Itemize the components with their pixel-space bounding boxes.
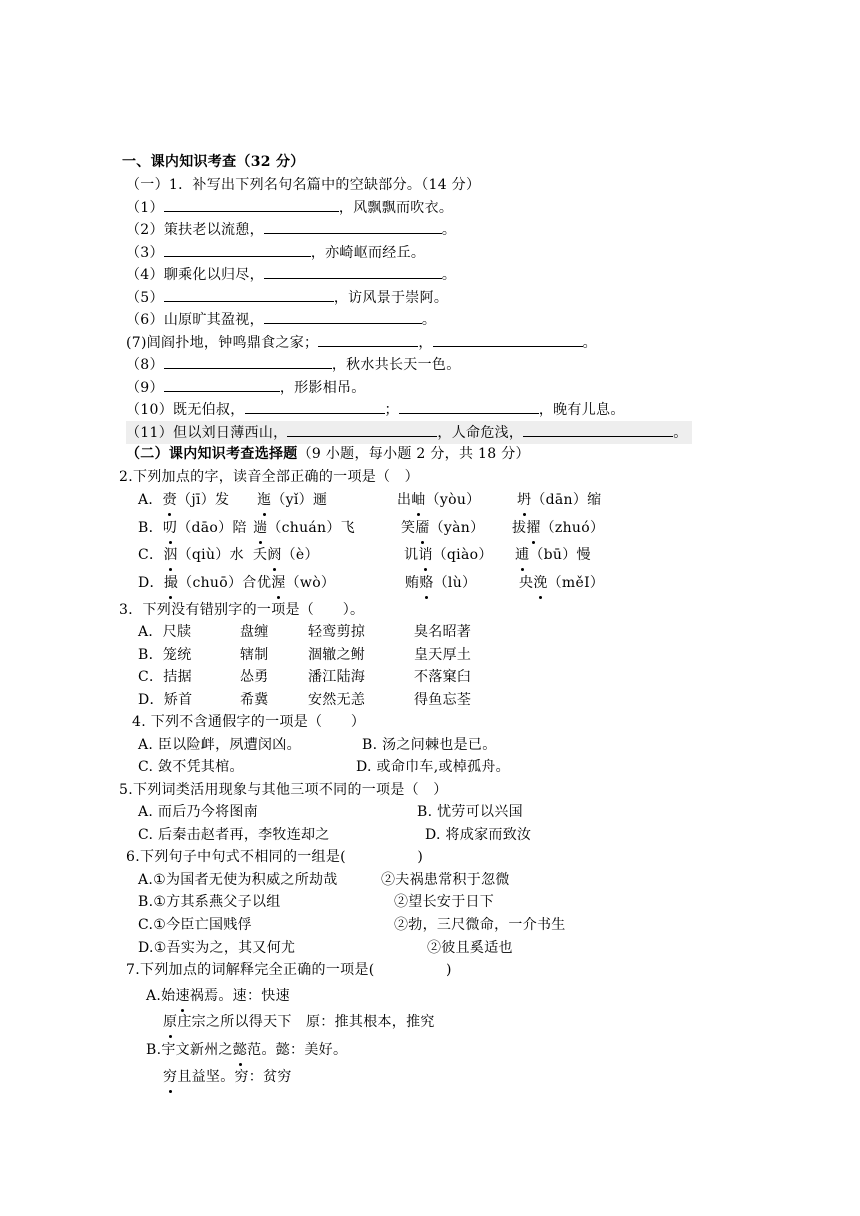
q3-option-a[interactable]: A．尺牍 盘缠 轻鸾剪掠 臭名昭著 xyxy=(138,624,472,640)
fill-blank[interactable] xyxy=(264,308,422,324)
q6-option-d[interactable]: D.①吾实为之，其又何尤 ②彼且奚适也 xyxy=(138,940,513,956)
q5-option-b[interactable]: B. 忧劳可以兴国 xyxy=(417,804,523,820)
q2-option-a[interactable]: A．赍（jī）发 迤（yǐ）逦 出岫（yòu） 坍（dān）缩 xyxy=(0,489,860,511)
fill-blank[interactable] xyxy=(287,421,437,437)
fill-blank[interactable] xyxy=(164,241,311,257)
q2-option-d[interactable]: D．撮（chuō）合 优渥（wò） 贿赂（lù） 央浼（měI） xyxy=(0,572,860,594)
q5-options-row-2 xyxy=(0,824,860,846)
fill-line-10: （10）既无伯叔， ； ，晚有儿息。 xyxy=(126,398,625,421)
fill-blank[interactable] xyxy=(164,376,280,392)
section-title: 一、课内知识考查（32 分） xyxy=(122,154,305,170)
fill-blank[interactable] xyxy=(318,331,418,347)
q6-option-c[interactable]: C.①今臣亡国贱俘 ②勃，三尺微命，一介书生 xyxy=(138,917,566,933)
fill-blank[interactable] xyxy=(245,398,385,414)
q5-option-a[interactable]: A. 而后乃今将图南 xyxy=(138,804,259,820)
q5-option-d[interactable]: D. 将成家而致汝 xyxy=(425,827,532,843)
q7-stem: 7.下列加点的词解释完全正确的一项是( ) xyxy=(126,962,452,978)
q3-option-d[interactable]: D．矫首 希冀 安然无恙 得鱼忘荃 xyxy=(138,692,472,708)
fill-blank[interactable] xyxy=(433,331,583,347)
fill-line-1: （1） ，风飘飘而吹衣。 xyxy=(126,196,453,219)
fill-line-11: （11）但以刘日薄西山， ，人命危浅， 。 xyxy=(126,421,692,444)
fill-blank[interactable] xyxy=(264,263,442,279)
q3-option-b[interactable]: B．笼统 辖制 涸辙之鲋 皇天厚土 xyxy=(138,647,472,663)
q6-stem: 6.下列句子中句式不相同的一组是( ) xyxy=(126,849,424,865)
q5-stem: 5.下列词类活用现象与其他三项不同的一项是（ ） xyxy=(119,782,448,798)
fill-line-4: （4）聊乘化以归尽， 。 xyxy=(126,263,456,286)
fill-line-2: （2）策扶老以流憩， 。 xyxy=(126,218,456,241)
fill-blank[interactable] xyxy=(264,218,442,234)
q2-option-b[interactable]: B．叨（dāo）陪 遄（chuán）飞 笑靥（yàn） 拔擢（zhuó） xyxy=(0,517,860,539)
q4-option-c[interactable]: C. 敛不凭其棺。 xyxy=(138,759,244,775)
q6-option-b[interactable]: B.①方其系燕父子以组 ②望长安于日下 xyxy=(138,894,495,910)
fill-line-8: （8） ，秋水共长天一色。 xyxy=(126,353,461,376)
q5-option-c[interactable]: C. 后秦击赵者再，李牧连却之 xyxy=(138,827,330,843)
fill-line-7: (7)闾阎扑地，钟鸣鼎食之家； ， 。 xyxy=(126,331,597,354)
q4-stem: 4. 下列不含通假字的一项是（ ） xyxy=(132,714,366,730)
part1-heading: （一）1．补写出下列名句名篇中的空缺部分。（14 分） xyxy=(126,177,481,193)
fill-line-5: （5） ，访风景于崇阿。 xyxy=(126,286,448,309)
fill-blank[interactable] xyxy=(399,398,539,414)
fill-blank[interactable] xyxy=(523,421,673,437)
q4-option-b[interactable]: B. 汤之问棘也是已。 xyxy=(362,737,497,753)
part2-heading: （二）课内知识考查选择题（9 小题，每小题 2 分，共 18 分） xyxy=(126,446,530,462)
q4-option-a[interactable]: A. 臣以险衅，夙遭闵凶。 xyxy=(138,737,301,753)
q5-options-row-1 xyxy=(0,801,860,823)
q7-option-b-line-2: 穷且益坚。穷：贫穷 xyxy=(163,1066,292,1088)
q3-stem: 3．下列没有错别字的一项是（ ）。 xyxy=(119,602,365,618)
q4-options-row-2 xyxy=(0,756,860,778)
fill-blank[interactable] xyxy=(164,286,334,302)
q7-option-b-line-1[interactable]: B.宇文新州之懿范。懿：美好。 xyxy=(146,1039,347,1061)
q4-option-d[interactable]: D. 或命巾车,或棹孤舟。 xyxy=(356,759,510,775)
q2-option-c[interactable]: C．泅（qiù）水 夭阏（è） 讥诮（qiào） 逋（bū）慢 xyxy=(0,544,860,566)
fill-line-6: （6）山原旷其盈视， 。 xyxy=(126,308,436,331)
q4-options-row-1 xyxy=(0,734,860,756)
fill-blank[interactable] xyxy=(164,353,332,369)
q2-stem: 2.下列加点的字，读音全部正确的一项是（ ） xyxy=(119,469,419,485)
q3-option-c[interactable]: C．拮据 怂勇 潘江陆海 不落窠臼 xyxy=(138,669,472,685)
fill-line-3: （3） ，亦崎岖而经丘。 xyxy=(126,241,425,264)
q6-option-a[interactable]: A.①为国者无使为积威之所劫哉 ②夫祸患常积于忽微 xyxy=(138,872,510,888)
q7-option-a-line-2: 原庄宗之所以得天下 原：推其根本，推究 xyxy=(163,1011,435,1033)
q7-option-a-line-1[interactable]: A.始速祸焉。速：快速 xyxy=(146,985,290,1007)
fill-line-9: （9） ，形影相吊。 xyxy=(126,376,366,399)
fill-blank[interactable] xyxy=(164,196,339,212)
